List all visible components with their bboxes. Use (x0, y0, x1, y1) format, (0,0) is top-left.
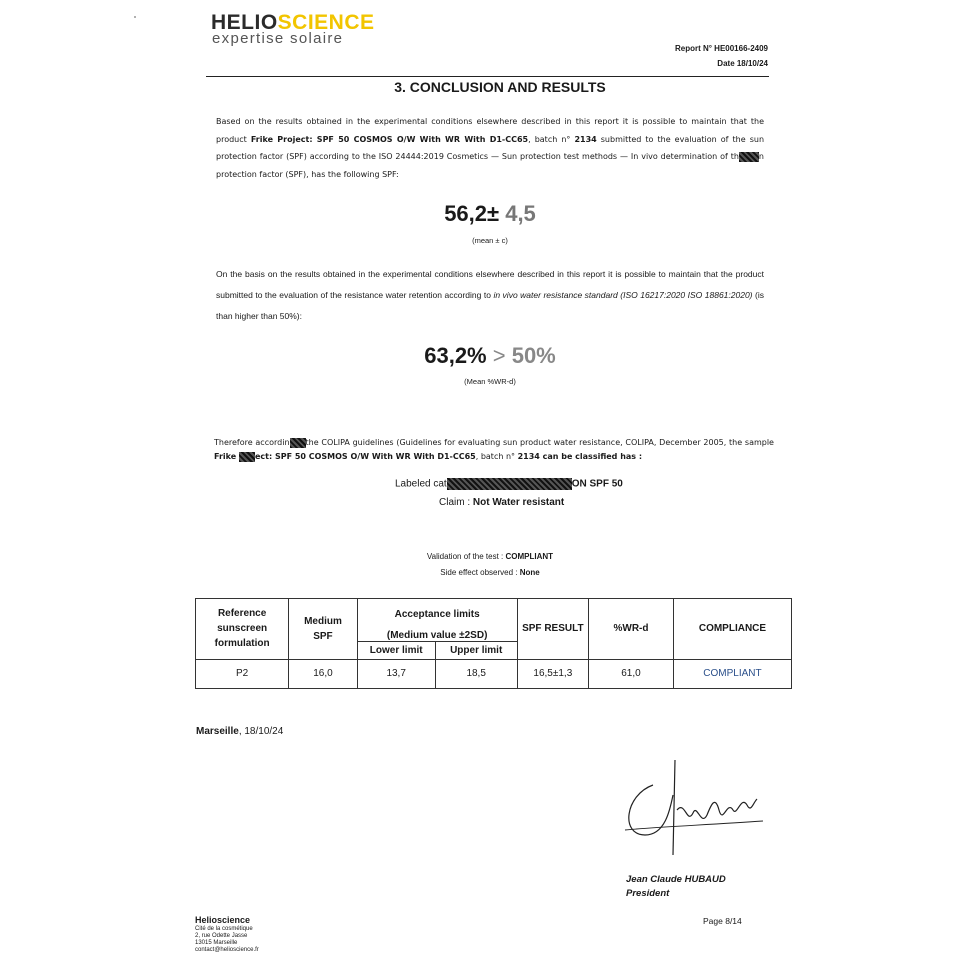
scan-speck (134, 16, 136, 18)
water-resistance-paragraph (216, 264, 764, 327)
city-date: , 18/10/24 (238, 726, 284, 737)
page-number: Page 8/14 (703, 916, 742, 926)
p3-text-b: the COLIPA guidelines (Guidelines for evaluating sun product water resistance, COLIPA, December 2005, the sample (305, 438, 774, 447)
signer-name: Jean Claude HUBAUD (626, 874, 726, 885)
p3-batch: 2134 (517, 452, 540, 461)
p1-product: Frike Project: SPF 50 COSMOS O/W With WR With D1-CC65 (250, 134, 529, 144)
claim-line (439, 497, 564, 508)
table-row (196, 659, 792, 688)
cell-compliance: COMPLIANT (673, 659, 791, 688)
wr-caption: (Mean %WR-d) (464, 377, 516, 386)
p3-product: ect: SPF 50 COSMOS O/W With WR With D1-CC65 (254, 452, 476, 461)
labeled-category (395, 478, 623, 490)
header-medium-spf (289, 599, 357, 660)
header-compliance: COMPLIANCE (673, 599, 791, 660)
header-wr-d: %WR-d (589, 599, 674, 660)
claim-label: Claim : (439, 497, 473, 508)
footer-address-line: 13015 Marseille (195, 940, 238, 946)
spf-sd: 4,5 (499, 201, 536, 226)
validation-value: COMPLIANT (505, 552, 554, 561)
p3-frike: Frike (214, 452, 239, 461)
cell-lower-limit: 13,7 (357, 659, 435, 688)
validation-line (0, 552, 980, 561)
header-acceptance-limits: Acceptance limits (357, 599, 517, 630)
report-date: Date 18/10/24 (717, 59, 768, 68)
header-acceptance-sub: (Medium value ±2SD) (357, 630, 517, 642)
side-effect-label: Side effect observed : (440, 568, 520, 577)
wr-mean: 63,2% (424, 343, 487, 368)
redaction-mark (447, 478, 572, 490)
side-effect-line (0, 568, 980, 577)
labeled-value: ON SPF 50 (571, 478, 623, 490)
header-rule (206, 76, 769, 77)
header-upper-limit: Upper limit (435, 641, 517, 659)
cell-medium-spf: 16,0 (289, 659, 357, 688)
footer-address (195, 926, 259, 954)
cell-reference: P2 (196, 659, 289, 688)
header-spf-result: SPF RESULT (517, 599, 588, 660)
spf-caption: (mean ± c) (472, 236, 508, 245)
cell-spf-result: 16,5±1,3 (517, 659, 588, 688)
section-title: 3. CONCLUSION AND RESULTS (394, 79, 606, 95)
header-reference-line: Reference (217, 608, 267, 620)
handwritten-signature (615, 755, 765, 865)
report-number: Report N° HE00166-2409 (674, 44, 768, 53)
logo-tagline: expertise solaire (212, 30, 344, 47)
header-reference-line: formulation (214, 638, 270, 650)
header-medium-line: Medium (304, 615, 342, 627)
logo-text-helio: HELIO (211, 11, 278, 34)
header-lower-limit: Lower limit (357, 641, 435, 659)
p2-text-a: On the basis on the results obtained in the experimental conditions elsewhere described in this report it is possible to maintain that the product submitted to the evaluation of the resistance water retention according to (216, 269, 764, 300)
city-name: Marseille (196, 726, 239, 737)
p1-text-a: Based on the results obtained in the experimental conditions elsewhere described in this report it is possible to maintain that the product (216, 117, 764, 144)
side-effect-value: None (519, 568, 540, 577)
p1-text-d: n protection factor (SPF), has the following SPF: (216, 152, 764, 179)
p3-text-d: can be classified has : (539, 452, 643, 461)
p3-text-a: Therefore accordin (214, 438, 290, 447)
spf-mean: 56,2± (444, 201, 500, 226)
header-medium-line: SPF (313, 630, 333, 642)
footer-email: contact@helioscience.fr (195, 947, 259, 953)
signer-title: President (626, 888, 670, 899)
logo-text-science: SCIENCE (277, 11, 375, 34)
place-date (196, 726, 283, 737)
footer-address-line: Cité de la cosmétique (195, 926, 253, 932)
redaction-mark (290, 438, 306, 448)
cell-upper-limit: 18,5 (435, 659, 517, 688)
p3-text-c: , batch n° (475, 452, 518, 461)
wr-threshold: 50% (511, 343, 556, 368)
header-reference (196, 599, 289, 660)
footer-company: Helioscience (195, 915, 251, 925)
wr-value (0, 343, 980, 369)
wr-gt-sign: > (486, 343, 512, 368)
redaction-mark (739, 152, 759, 162)
claim-value: Not Water resistant (472, 497, 565, 508)
validation-label: Validation of the test : (426, 552, 506, 561)
header-reference-line: sunscreen (217, 623, 268, 635)
redaction-mark (239, 452, 255, 462)
results-table (195, 598, 792, 689)
p1-text-c: submitted to the evaluation of the sun protection factor (SPF) according to the ISO 24444:2019 Cosmetics — Sun protection test methods — In vivo determination of th (216, 134, 765, 161)
p2-standard: in vivo water resistance standard (ISO 16217:2020 ISO 18861:2020) (493, 290, 753, 300)
p2-text-b: (is than higher than 50%): (216, 290, 764, 321)
labeled-prefix: Labeled cat (395, 478, 447, 490)
cell-wr-d: 61,0 (589, 659, 674, 688)
footer-address-line: 2, rue Odette Jasse (195, 933, 248, 939)
p1-batch: 2134 (574, 134, 597, 144)
p1-text-b: , batch n° (528, 134, 575, 144)
spf-conclusion-paragraph (216, 113, 764, 183)
spf-value (0, 201, 980, 227)
colipa-paragraph (214, 436, 774, 464)
signer-block (626, 873, 726, 901)
